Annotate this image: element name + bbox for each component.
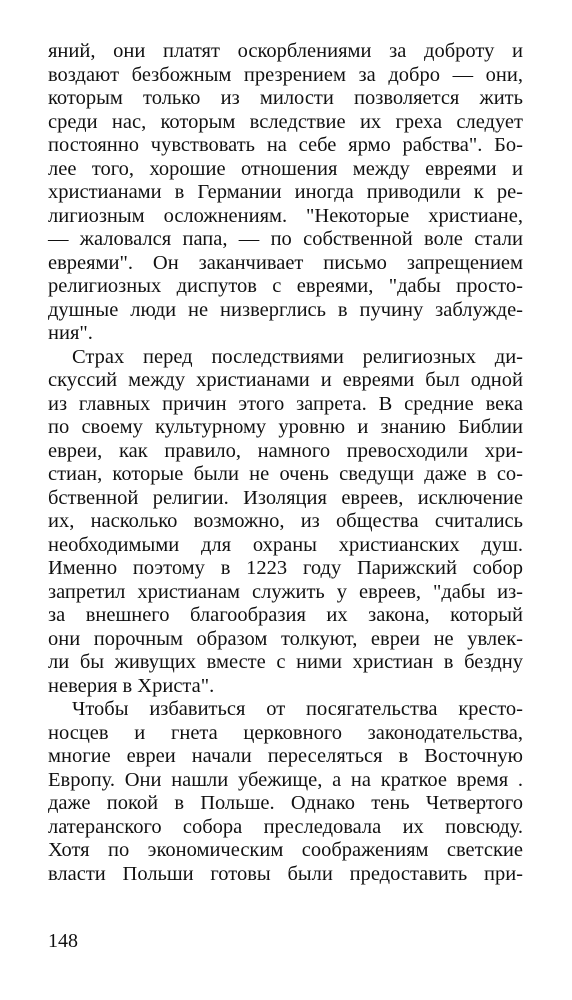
text-line: Хотя по экономическим соображениям светские [48,839,523,861]
text-line: запретил христианам служить у евреев, "дабы из- [48,580,523,603]
text-line: из главных причин этого запрета. В средние века [48,392,523,415]
body-text [48,40,523,886]
text-line: ния". [48,322,93,344]
text-line: носцев и гнета церковного законодательства, [48,721,523,744]
text-line: за внешнего благообразия их закона, который [48,604,523,626]
text-line: даже покой в Польше. Однако тень Четвертого [48,792,523,814]
paragraph [48,346,523,699]
text-line: по своему культурному уровню и знанию Библии [48,416,523,438]
text-line: стиан, которые были не очень сведущи даже в со- [48,463,523,485]
text-line: религиозных диспутов с евреями, "дабы просто- [48,275,523,297]
text-line: лее того, хорошие отношения между евреями и [48,157,523,180]
text-line: многие евреи начали переселяться в Восточную [48,745,523,767]
text-line: евреи, как правило, намного превосходили хри- [48,439,523,462]
text-line: яний, они платят оскорблениями за доброту и [48,40,523,62]
text-line: лигиозным осложнениям. "Некоторые христиане, [48,204,523,227]
text-line: среди нас, которым вследствие их греха следует [48,110,523,133]
paragraph [48,698,523,886]
text-line: душные люди не низверглись в пучину заблужде- [48,298,523,321]
text-line: неверия в Христа". [48,674,215,697]
page-number: 148 [48,930,78,952]
text-line: которым только из милости позволяется жить [48,87,523,109]
text-line: они порочным образом толкуют, евреи не увлек- [48,627,523,650]
text-line: необходимыми для охраны христианских душ. [48,533,523,556]
text-line: Страх перед последствиями религиозных ди- [72,345,523,368]
text-line: Европу. Они нашли убежище, а на краткое время . [48,768,523,791]
text-line: латеранского собора преследовала их повсюду. [48,815,523,838]
text-line: Чтобы избавиться от посягательства кресто- [72,698,523,720]
text-line: скуссий между христианами и евреями был одной [48,369,523,391]
text-line: евреями". Он заканчивает письмо запрещением [48,251,523,274]
text-line: Именно поэтому в 1223 году Парижский собор [48,557,523,579]
text-line: постоянно чувствовать на себе ярмо рабства". Бо- [48,134,523,156]
text-line: ли бы живущих вместе с ними христиан в бездну [48,651,523,673]
text-line: христианами в Германии иногда приводили к ре- [48,181,523,203]
text-line: воздают безбожным презрением за добро — они, [48,63,523,86]
text-line: их, насколько возможно, из общества считались [48,510,523,532]
text-line: бственной религии. Изоляция евреев, исключение [48,486,523,509]
text-line: — жаловался папа, — по собственной воле стали [48,228,523,250]
paragraph [48,40,523,346]
text-line: власти Польши готовы были предоставить при- [48,862,523,885]
